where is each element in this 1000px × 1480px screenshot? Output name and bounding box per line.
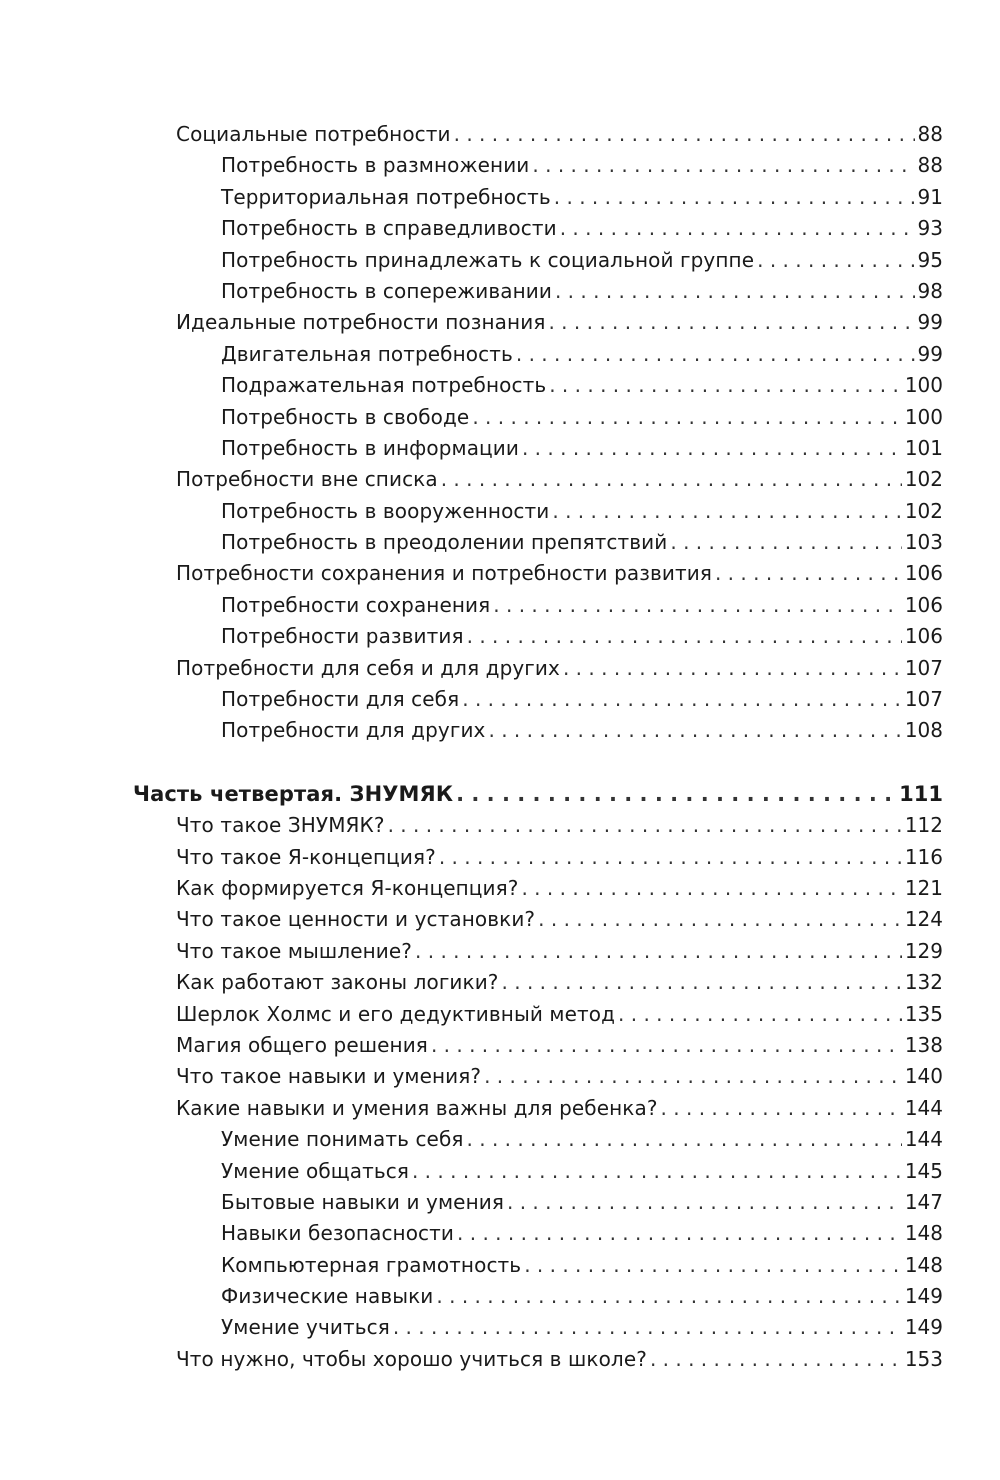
toc-entry-line <box>221 1281 943 1312</box>
toc-page-number: 138 <box>904 1032 943 1057</box>
dot-leader <box>538 904 902 935</box>
dot-leader <box>524 1250 902 1281</box>
toc-entry-title: Потребность в преодолении препятствий <box>221 530 668 555</box>
toc-page-number: 149 <box>904 1284 943 1309</box>
toc-page-number: 148 <box>904 1221 943 1246</box>
toc-subchapter-entry[interactable] <box>0 1156 1000 1187</box>
dot-leader <box>484 1061 902 1092</box>
toc-chapter-entry[interactable] <box>0 464 1000 495</box>
toc-entry-title: Как формируется Я-концепция? <box>176 875 519 900</box>
toc-page-number: 100 <box>904 404 943 429</box>
toc-chapter-entry[interactable] <box>0 904 1000 935</box>
dot-leader <box>554 182 915 213</box>
toc-page-number: 108 <box>904 718 943 743</box>
toc-chapter-entry[interactable] <box>0 1093 1000 1124</box>
toc-page-number: 103 <box>904 530 943 555</box>
toc-subchapter-entry[interactable] <box>0 213 1000 244</box>
dot-leader <box>436 1281 901 1312</box>
toc-entry-line <box>176 1344 943 1375</box>
toc-page-number: 102 <box>904 498 943 523</box>
toc-entry-title: Потребность в свободе <box>221 404 470 429</box>
toc-page-number: 144 <box>904 1127 943 1152</box>
toc-entry-title: Что нужно, чтобы хорошо учиться в школе? <box>176 1346 647 1371</box>
dot-leader <box>439 842 902 873</box>
toc-entry-line <box>176 999 943 1030</box>
dot-leader <box>488 715 901 746</box>
toc-entry-line <box>176 1030 943 1061</box>
toc-entry-line <box>176 119 943 150</box>
toc-entry-title: Потребность в сопереживании <box>221 278 552 303</box>
dot-leader <box>532 150 914 181</box>
toc-chapter-entry[interactable] <box>0 842 1000 873</box>
toc-entry-line <box>133 779 943 810</box>
toc-entry-line <box>176 1061 943 1092</box>
toc-page-number: 121 <box>904 875 943 900</box>
toc-entry-line <box>176 653 943 684</box>
dot-leader <box>431 1030 902 1061</box>
toc-chapter-entry[interactable] <box>0 119 1000 150</box>
toc-entry-title: Потребности вне списка <box>176 467 438 492</box>
toc-entry-line <box>221 715 943 746</box>
toc-page-number: 116 <box>904 844 943 869</box>
toc-page-number: 99 <box>917 310 943 335</box>
dot-leader <box>618 999 902 1030</box>
section-spacer <box>0 747 1000 779</box>
toc-entry-title: Двигательная потребность <box>221 341 513 366</box>
toc-entry-line <box>221 433 943 464</box>
toc-entry-line <box>176 967 943 998</box>
toc-page-number: 100 <box>904 373 943 398</box>
toc-entry-title: Потребность в справедливости <box>221 216 557 241</box>
dot-leader <box>441 464 902 495</box>
toc-page-number: 98 <box>917 278 943 303</box>
toc-subchapter-entry[interactable] <box>0 590 1000 621</box>
toc-page-number: 107 <box>904 655 943 680</box>
toc-page-number: 124 <box>904 907 943 932</box>
toc-page-number: 153 <box>904 1346 943 1371</box>
toc-page-number: 106 <box>904 561 943 586</box>
toc-subchapter-entry[interactable] <box>0 370 1000 401</box>
toc-page-number: 148 <box>904 1252 943 1277</box>
dot-leader <box>472 402 901 433</box>
toc-entry-line <box>221 150 943 181</box>
toc-entry-line <box>176 904 943 935</box>
dot-leader <box>552 496 901 527</box>
toc-entry-line <box>221 1218 943 1249</box>
toc-entry-title: Подражательная потребность <box>221 373 547 398</box>
dot-leader <box>661 1093 902 1124</box>
dot-leader <box>670 527 901 558</box>
table-of-contents <box>0 119 1000 1375</box>
toc-entry-title: Магия общего решения <box>176 1032 428 1057</box>
toc-entry-title: Что такое навыки и умения? <box>176 1064 482 1089</box>
toc-entry-title: Потребность в вооруженности <box>221 498 550 523</box>
dot-leader <box>415 936 902 967</box>
toc-entry-title: Часть четвертая. ЗНУМЯК <box>133 781 454 806</box>
toc-entry-title: Потребности развития <box>221 624 464 649</box>
dot-leader <box>549 370 902 401</box>
toc-entry-line <box>221 339 943 370</box>
dot-leader <box>454 119 915 150</box>
dot-leader <box>555 276 915 307</box>
toc-entry-title: Физические навыки <box>221 1284 434 1309</box>
toc-entry-title: Потребности сохранения <box>221 592 491 617</box>
toc-entry-line <box>176 842 943 873</box>
toc-subchapter-entry[interactable] <box>0 1281 1000 1312</box>
dot-leader <box>462 684 902 715</box>
toc-entry-line <box>221 621 943 652</box>
toc-page-number: 129 <box>904 938 943 963</box>
toc-page-number: 106 <box>904 592 943 617</box>
toc-entry-line <box>221 496 943 527</box>
toc-entry-line <box>176 464 943 495</box>
toc-subchapter-entry[interactable] <box>0 245 1000 276</box>
toc-subchapter-entry[interactable] <box>0 527 1000 558</box>
toc-entry-line <box>221 1156 943 1187</box>
dot-leader <box>467 1124 902 1155</box>
toc-subchapter-entry[interactable] <box>0 276 1000 307</box>
dot-leader <box>522 433 902 464</box>
toc-chapter-entry[interactable] <box>0 558 1000 589</box>
toc-subchapter-entry[interactable] <box>0 1312 1000 1343</box>
toc-chapter-entry[interactable] <box>0 810 1000 841</box>
toc-entry-title: Шерлок Холмс и его дедуктивный метод <box>176 1001 616 1026</box>
toc-entry-line <box>221 182 943 213</box>
toc-entry-line <box>221 1250 943 1281</box>
toc-page-number: 147 <box>904 1189 943 1214</box>
toc-entry-line <box>221 1187 943 1218</box>
toc-entry-title: Бытовые навыки и умения <box>221 1189 504 1214</box>
toc-page-number: 111 <box>899 781 943 806</box>
toc-subchapter-entry[interactable] <box>0 621 1000 652</box>
dot-leader <box>393 1312 902 1343</box>
toc-entry-line <box>176 1093 943 1124</box>
toc-entry-title: Как работают законы логики? <box>176 970 499 995</box>
toc-page-number: 91 <box>917 184 943 209</box>
toc-page-number: 88 <box>917 153 943 178</box>
toc-chapter-entry[interactable] <box>0 307 1000 338</box>
toc-page-number: 106 <box>904 624 943 649</box>
toc-chapter-entry[interactable] <box>0 936 1000 967</box>
dot-leader <box>456 779 896 810</box>
toc-page-number: 132 <box>904 970 943 995</box>
toc-subchapter-entry[interactable] <box>0 1218 1000 1249</box>
toc-entry-title: Какие навыки и умения важны для ребенка? <box>176 1095 658 1120</box>
dot-leader <box>493 590 902 621</box>
toc-subchapter-entry[interactable] <box>0 684 1000 715</box>
toc-entry-line <box>176 307 943 338</box>
dot-leader <box>457 1218 902 1249</box>
toc-page-number: 135 <box>904 1001 943 1026</box>
toc-entry-title: Потребность в информации <box>221 435 519 460</box>
toc-entry-line <box>221 245 943 276</box>
toc-page-number: 88 <box>917 122 943 146</box>
dot-leader <box>502 967 902 998</box>
toc-entry-title: Умение учиться <box>221 1315 390 1340</box>
toc-entry-title: Компьютерная грамотность <box>221 1252 522 1277</box>
toc-subchapter-entry[interactable] <box>0 715 1000 746</box>
toc-entry-line <box>221 213 943 244</box>
toc-subchapter-entry[interactable] <box>0 496 1000 527</box>
dot-leader <box>563 653 902 684</box>
toc-entry-line <box>221 402 943 433</box>
toc-entry-title: Потребность принадлежать к социальной группе <box>221 247 755 272</box>
toc-entry-line <box>221 590 943 621</box>
dot-leader <box>516 339 915 370</box>
toc-page-number: 149 <box>904 1315 943 1340</box>
toc-page-number: 145 <box>904 1158 943 1183</box>
toc-entry-title: Навыки безопасности <box>221 1221 455 1246</box>
toc-page-number: 107 <box>904 687 943 712</box>
toc-chapter-entry[interactable] <box>0 1344 1000 1375</box>
toc-page-number: 144 <box>904 1095 943 1120</box>
toc-entry-title: Социальные потребности <box>176 122 451 146</box>
dot-leader <box>548 307 914 338</box>
dot-leader <box>467 621 902 652</box>
toc-chapter-entry[interactable] <box>0 873 1000 904</box>
toc-subchapter-entry[interactable] <box>0 433 1000 464</box>
toc-entry-line <box>221 684 943 715</box>
toc-entry-line <box>221 1312 943 1343</box>
dot-leader <box>412 1156 902 1187</box>
dot-leader <box>388 810 902 841</box>
toc-entry-title: Что такое ЗНУМЯК? <box>176 813 385 838</box>
toc-entry-line <box>176 936 943 967</box>
toc-page-number: 140 <box>904 1064 943 1089</box>
toc-entry-title: Потребность в размножении <box>221 153 530 178</box>
dot-leader <box>715 558 902 589</box>
toc-entry-title: Умение понимать себя <box>221 1127 464 1152</box>
toc-entry-line <box>176 873 943 904</box>
toc-entry-title: Идеальные потребности познания <box>176 310 546 335</box>
toc-subchapter-entry[interactable] <box>0 339 1000 370</box>
toc-entry-title: Потребности сохранения и потребности развития <box>176 561 712 586</box>
toc-entry-title: Что такое мышление? <box>176 938 413 963</box>
toc-page-number: 99 <box>917 341 943 366</box>
toc-chapter-entry[interactable] <box>0 999 1000 1030</box>
toc-page-number: 95 <box>917 247 943 272</box>
toc-subchapter-entry[interactable] <box>0 1187 1000 1218</box>
toc-chapter-entry[interactable] <box>0 967 1000 998</box>
toc-subchapter-entry[interactable] <box>0 1250 1000 1281</box>
dot-leader <box>560 213 915 244</box>
toc-subchapter-entry[interactable] <box>0 402 1000 433</box>
dot-leader <box>521 873 901 904</box>
toc-page-number: 112 <box>904 813 943 838</box>
toc-entry-title: Территориальная потребность <box>221 184 551 209</box>
toc-chapter-entry[interactable] <box>0 1030 1000 1061</box>
toc-page-number: 101 <box>904 435 943 460</box>
dot-leader <box>757 245 914 276</box>
toc-page-number: 93 <box>917 216 943 241</box>
toc-entry-title: Потребности для себя <box>221 687 460 712</box>
dot-leader <box>507 1187 902 1218</box>
toc-entry-title: Что такое Я-концепция? <box>176 844 436 869</box>
toc-part-heading[interactable] <box>0 779 1000 810</box>
toc-entry-title: Умение общаться <box>221 1158 409 1183</box>
toc-entry-line <box>176 810 943 841</box>
toc-subchapter-entry[interactable] <box>0 1124 1000 1155</box>
toc-entry-line <box>221 370 943 401</box>
toc-subchapter-entry[interactable] <box>0 150 1000 181</box>
toc-entry-title: Что такое ценности и установки? <box>176 907 536 932</box>
toc-chapter-entry[interactable] <box>0 1061 1000 1092</box>
toc-page-number: 102 <box>904 467 943 492</box>
toc-subchapter-entry[interactable] <box>0 182 1000 213</box>
toc-entry-line <box>221 527 943 558</box>
toc-entry-line <box>221 276 943 307</box>
dot-leader <box>650 1344 902 1375</box>
toc-entry-line <box>176 558 943 589</box>
toc-entry-title: Потребности для других <box>221 718 486 743</box>
toc-entry-line <box>221 1124 943 1155</box>
toc-chapter-entry[interactable] <box>0 653 1000 684</box>
toc-entry-title: Потребности для себя и для других <box>176 655 560 680</box>
